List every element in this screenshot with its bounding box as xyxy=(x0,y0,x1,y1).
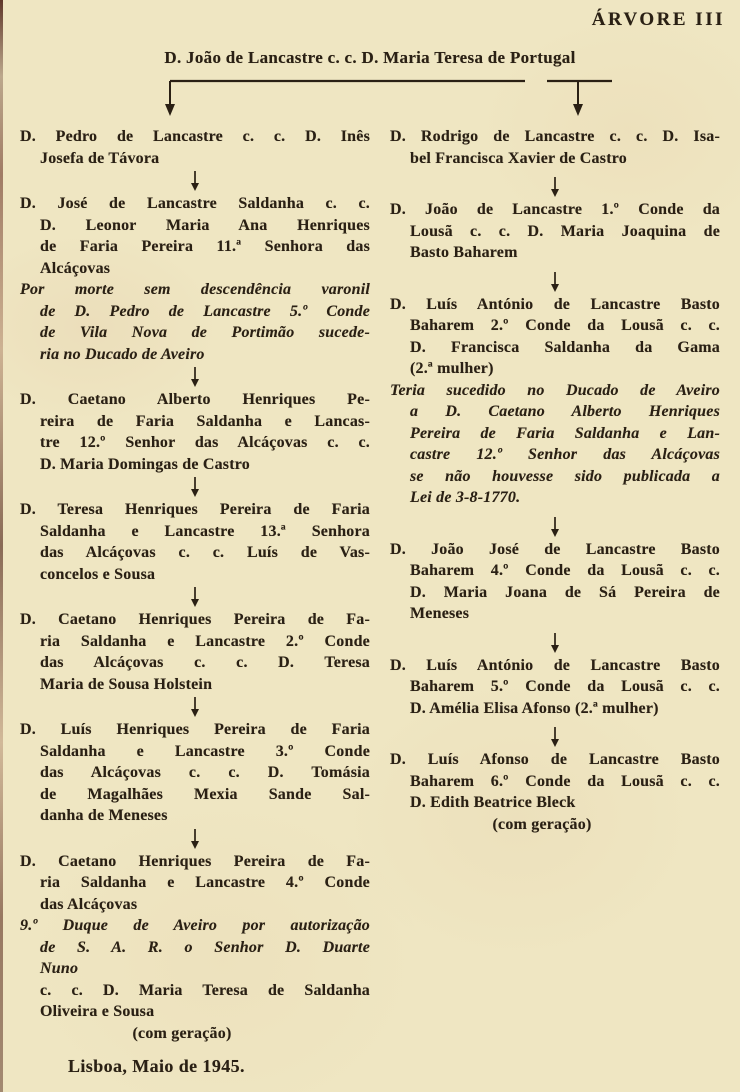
entry-line: se não houvesse sido publicada a xyxy=(410,467,720,485)
entry-line: a D. Caetano Alberto Henriques xyxy=(410,403,720,420)
tree-entry xyxy=(20,499,370,585)
entry-line: Alcáçovas xyxy=(40,259,111,277)
entry-line: Baharem 2.º Conde da Lousã c. c. xyxy=(410,317,720,334)
entry-line: D. Leonor Maria Ana Henriques xyxy=(40,216,370,234)
tree-entry xyxy=(390,655,720,720)
tree-entry xyxy=(20,126,370,169)
entry-line: Basto Baharem xyxy=(410,244,518,261)
entry-line: tre 12.º Senhor das Alcáçovas c. c. xyxy=(40,434,370,451)
genealogy-column-right xyxy=(390,126,720,1044)
entry-line: D. Francisca Saldanha da Gama xyxy=(410,338,720,356)
tree-entry xyxy=(390,539,720,625)
entry-line: de Faria Pereira 11.ª Senhora das xyxy=(40,238,370,255)
entry-line: D. Caetano Henriques Pereira de Fa- xyxy=(20,852,370,870)
entry-line: Oliveira e Sousa xyxy=(40,1003,155,1020)
entry-line: D. Rodrigo de Lancastre c. c. D. Isa- xyxy=(390,128,720,145)
entry-line: castre 12.º Senhor das Alcáçovas xyxy=(410,446,720,463)
down-arrow-icon xyxy=(20,171,370,191)
down-arrow-icon xyxy=(20,829,370,849)
entry-line: D. Pedro de Lancastre c. c. D. Inês xyxy=(20,128,370,145)
entry-line: reira de Faria Saldanha e Lancas- xyxy=(40,412,370,430)
entry-line: danha de Meneses xyxy=(40,807,168,824)
entry-line: Baharem 5.º Conde da Lousã c. c. xyxy=(410,678,720,695)
entry-line: de Vila Nova de Portimão sucede- xyxy=(40,324,370,341)
down-arrow-icon xyxy=(390,633,720,653)
entry-line: ria Saldanha e Lancastre 4.º Conde xyxy=(40,874,370,891)
entry-line: D. Teresa Henriques Pereira de Faria xyxy=(20,501,370,518)
tree-entry xyxy=(20,193,370,365)
descent-connector-lines xyxy=(130,78,630,122)
entry-line: Saldanha e Lancastre 3.º Conde xyxy=(40,742,370,760)
entry-line: concelos e Sousa xyxy=(40,565,156,583)
entry-line: bel Francisca Xavier de Castro xyxy=(410,149,627,167)
down-arrow-icon xyxy=(20,587,370,607)
entry-line: D. Caetano Henriques Pereira de Fa- xyxy=(20,611,370,628)
entry-line: (com geração) xyxy=(132,1024,232,1042)
entry-line: Pereira de Faria Saldanha e Lan- xyxy=(410,424,720,442)
entry-line: 9.º Duque de Aveiro por autorização xyxy=(20,917,370,934)
down-arrow-icon xyxy=(390,272,720,292)
entry-line: Por morte sem descendência varonil xyxy=(20,281,370,298)
entry-line: de D. Pedro de Lancastre 5.º Conde xyxy=(40,302,370,320)
entry-line: D. João José de Lancastre Basto xyxy=(390,540,720,558)
root-couple: D. João de Lancastre c. c. D. Maria Teresa de Portugal xyxy=(164,48,576,67)
entry-line: Lei de 3-8-1770. xyxy=(410,489,521,506)
entry-line: das Alcáçovas c. c. Luís de Vas- xyxy=(40,544,370,561)
entry-line: de Magalhães Mexia Sande Sal- xyxy=(40,785,370,803)
entry-line: ria Saldanha e Lancastre 2.º Conde xyxy=(40,632,370,650)
tree-entry xyxy=(390,126,720,169)
entry-line: Maria de Sousa Holstein xyxy=(40,675,213,693)
down-arrow-icon xyxy=(573,104,583,116)
entry-line: das Alcáçovas c. c. D. Teresa xyxy=(40,654,370,671)
entry-line: D. Maria Domingas de Castro xyxy=(40,455,250,473)
entry-line: Baharem 6.º Conde da Lousã c. c. xyxy=(410,772,720,790)
down-arrow-icon xyxy=(20,367,370,387)
entry-line: Josefa de Távora xyxy=(40,149,160,167)
entry-line: D. Luís António de Lancastre Basto xyxy=(390,295,720,313)
entry-line: c. c. D. Maria Teresa de Saldanha xyxy=(40,981,370,999)
down-arrow-icon xyxy=(390,727,720,747)
entry-line: D. Edith Beatrice Bleck xyxy=(410,794,576,811)
genealogy-columns xyxy=(20,126,730,1044)
tree-entry xyxy=(390,199,720,264)
down-arrow-icon xyxy=(20,477,370,497)
entry-line: (com geração) xyxy=(492,815,592,833)
entry-line: das Alcáçovas c. c. D. Tomásia xyxy=(40,764,370,781)
entry-line: D. José de Lancastre Saldanha c. c. xyxy=(20,195,370,212)
entry-line: ria no Ducado de Aveiro xyxy=(40,345,205,363)
page-edge-shadow xyxy=(0,0,3,1092)
entry-line: D. Amélia Elisa Afonso (2.ª mulher) xyxy=(410,699,659,717)
entry-line: D. Maria Joana de Sá Pereira de xyxy=(410,583,720,601)
page-title: ÁRVORE III xyxy=(591,9,725,30)
tree-entry xyxy=(20,719,370,827)
entry-line: D. João de Lancastre 1.º Conde da xyxy=(390,201,720,218)
down-arrow-icon xyxy=(20,697,370,717)
entry-line: das Alcáçovas xyxy=(40,895,138,913)
entry-line: (2.ª mulher) xyxy=(410,360,494,377)
entry-line: D. Luís Afonso de Lancastre Basto xyxy=(390,751,720,768)
entry-line: de S. A. R. o Senhor D. Duarte xyxy=(40,938,370,956)
entry-line: D. Luís Henriques Pereira de Faria xyxy=(20,721,370,738)
tree-entry xyxy=(390,749,720,835)
footer-imprint: Lisboa, Maio de 1945. xyxy=(68,1056,245,1076)
entry-line: D. Caetano Alberto Henriques Pe- xyxy=(20,391,370,408)
down-arrow-icon xyxy=(165,104,175,116)
tree-entry xyxy=(20,389,370,475)
tree-entry xyxy=(20,851,370,1045)
entry-line: Meneses xyxy=(410,605,470,622)
entry-line: Lousã c. c. D. Maria Joaquina de xyxy=(410,222,720,240)
tree-entry xyxy=(390,294,720,509)
entry-line: Nuno xyxy=(40,960,79,977)
entry-line: Baharem 4.º Conde da Lousã c. c. xyxy=(410,562,720,579)
entry-line: Saldanha e Lancastre 13.ª Senhora xyxy=(40,522,370,540)
genealogy-column-left xyxy=(20,126,370,1044)
down-arrow-icon xyxy=(390,517,720,537)
entry-line: Teria sucedido no Ducado de Aveiro xyxy=(390,381,720,399)
entry-line: D. Luís António de Lancastre Basto xyxy=(390,656,720,674)
down-arrow-icon xyxy=(390,177,720,197)
tree-entry xyxy=(20,609,370,695)
